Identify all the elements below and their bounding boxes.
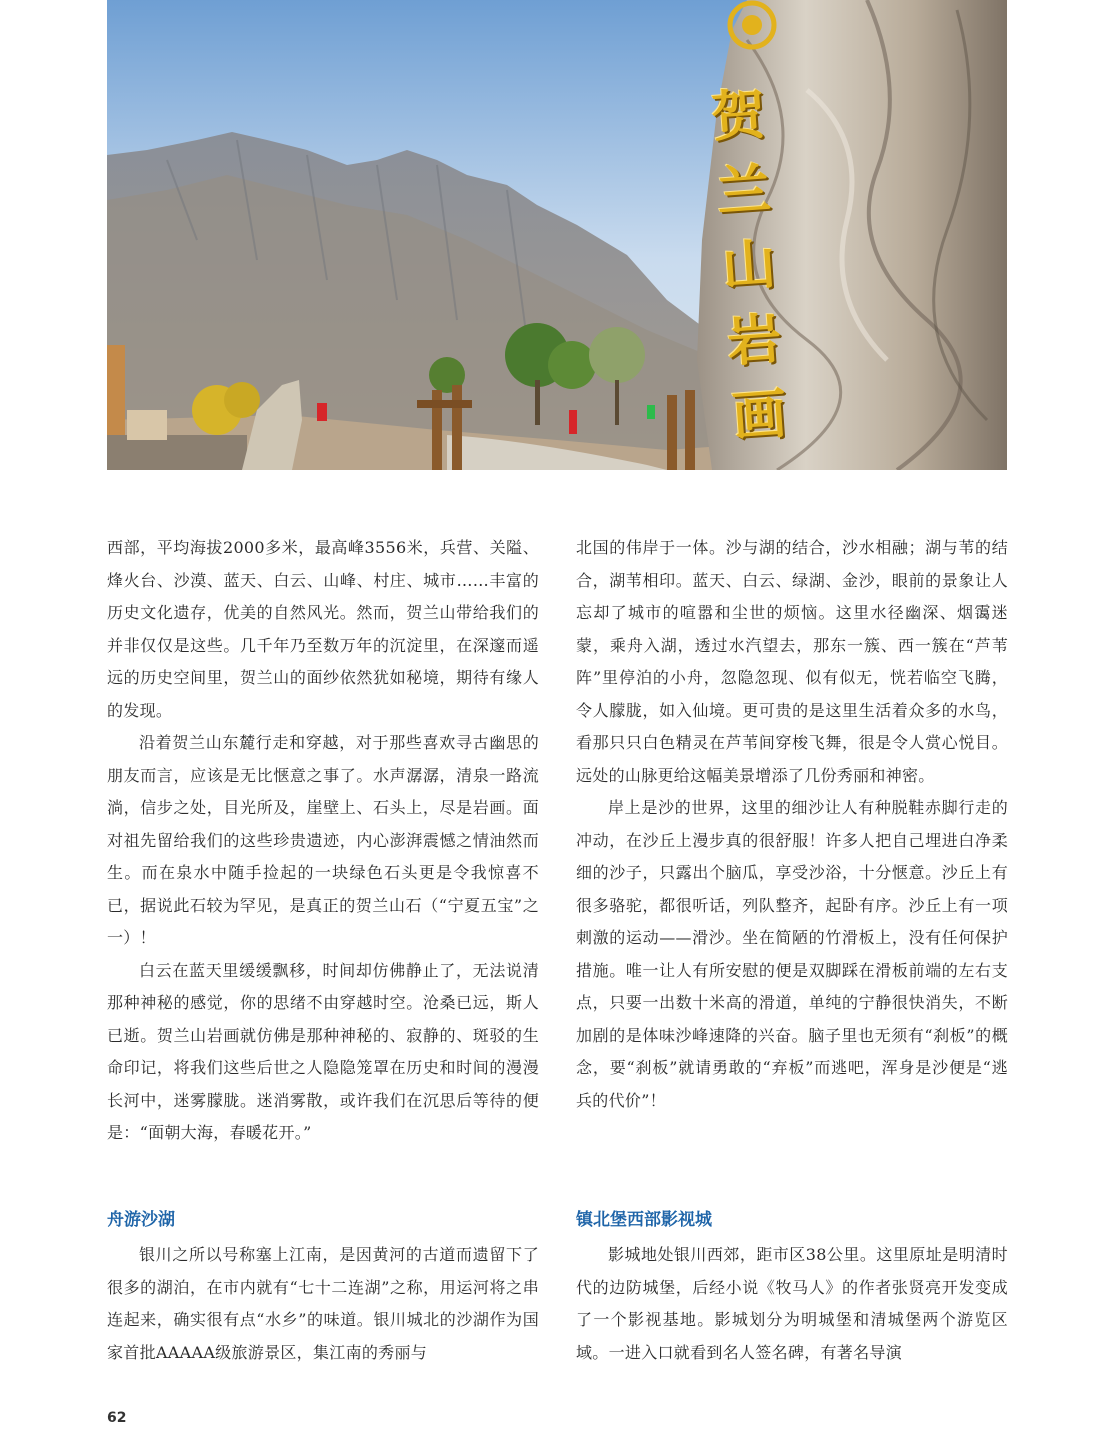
rock-carving-text: 贺兰山岩画 xyxy=(709,81,789,449)
left-column xyxy=(107,532,539,1150)
hero-photo xyxy=(107,0,1007,470)
section-shahu xyxy=(107,1207,539,1369)
section-paragraph: 影城地处银川西郊，距市区38公里。这里原址是明清时代的边防城堡，后经小说《牧马人》的作者张贤亮开发变成了一个影视基地。影城划分为明城堡和清城堡两个游览区域。一进入口就看到名人签名碑，有著名导演 xyxy=(576,1245,1008,1362)
right-paragraph-2: 岸上是沙的世界，这里的细沙让人有种脱鞋赤脚行走的冲动，在沙丘上漫步真的很舒服！许多人把自己埋进白净柔细的沙子，只露出个脑瓜，享受沙浴，十分惬意。沙丘上有很多骆驼，都很听话，列队整齐，起卧有序。沙丘上有一项刺激的运动——滑沙。坐在简陋的竹滑板上，没有任何保护措施。唯一让人有所安慰的便是双脚踩在滑板前端的左右支点，只要一出数十米高的滑道，单纯的宁静很快消失，不断加剧的是体味沙峰速降的兴奋。脑子里也无须有“刹板”的概念，要“刹板”就请勇敢的“弃板”而逃吧，浑身是沙便是“逃兵的代价”！ xyxy=(576,798,1008,1110)
left-paragraph-2: 沿着贺兰山东麓行走和穿越，对于那些喜欢寻古幽思的朋友而言，应该是无比惬意之事了。水声潺潺，清泉一路流淌，信步之处，目光所及，崖壁上、石头上，尽是岩画。面对祖先留给我们的这些珍贵遗迹，内心澎湃震憾之情油然而生。而在泉水中随手捡起的一块绿色石头更是令我惊喜不已，据说此石较为罕见，是真正的贺兰山石（“宁夏五宝”之一）！ xyxy=(107,733,539,947)
left-paragraph-1: 西部，平均海拔2000多米，最高峰3556米，兵营、关隘、烽火台、沙漠、蓝天、白云、山峰、村庄、城市……丰富的历史文化遗存，优美的自然风光。然而，贺兰山带给我们的并非仅仅是这些。几千年乃至数万年的沉淀里，在深邃而遥远的历史空间里，贺兰山的面纱依然犹如秘境，期待有缘人的发现。 xyxy=(107,538,539,720)
section-heading: 舟游沙湖 xyxy=(107,1210,175,1230)
right-column xyxy=(576,532,1008,1117)
helan-mountain-scene xyxy=(107,0,1007,470)
page-number: 62 xyxy=(107,1410,127,1426)
left-paragraph-3: 白云在蓝天里缓缓飘移，时间却仿佛静止了，无法说清那种神秘的感觉，你的思绪不由穿越时空。沧桑已远，斯人已逝。贺兰山岩画就仿佛是那种神秘的、寂静的、斑驳的生命印记，将我们这些后世之人隐隐笼罩在历史和时间的漫漫长河中，迷雾朦胧。迷消雾散，或许我们在沉思后等待的便是：“面朝大海，春暖花开。” xyxy=(107,960,539,1142)
section-zhenbeibao xyxy=(576,1207,1008,1369)
section-heading: 镇北堡西部影视城 xyxy=(576,1210,712,1230)
section-paragraph: 银川之所以号称塞上江南，是因黄河的古道而遗留下了很多的湖泊，在市内就有“七十二连湖”之称，用运河将之串连起来，确实很有点“水乡”的味道。银川城北的沙湖作为国家首批AAAAA级旅游景区，集江南的秀丽与 xyxy=(107,1245,539,1362)
right-paragraph-1: 北国的伟岸于一体。沙与湖的结合，沙水相融；湖与苇的结合，湖苇相印。蓝天、白云、绿湖、金沙，眼前的景象让人忘却了城市的喧嚣和尘世的烦恼。这里水径幽深、烟霭迷蒙，乘舟入湖，透过水汽望去，那东一簇、西一簇在“芦苇阵”里停泊的小舟，忽隐忽现、似有似无，恍若临空飞腾，令人朦胧，如入仙境。更可贵的是这里生活着众多的水鸟，看那只只白色精灵在芦苇间穿梭飞舞，很是令人赏心悦目。远处的山脉更给这幅美景增添了几份秀丽和神密。 xyxy=(576,538,1008,785)
